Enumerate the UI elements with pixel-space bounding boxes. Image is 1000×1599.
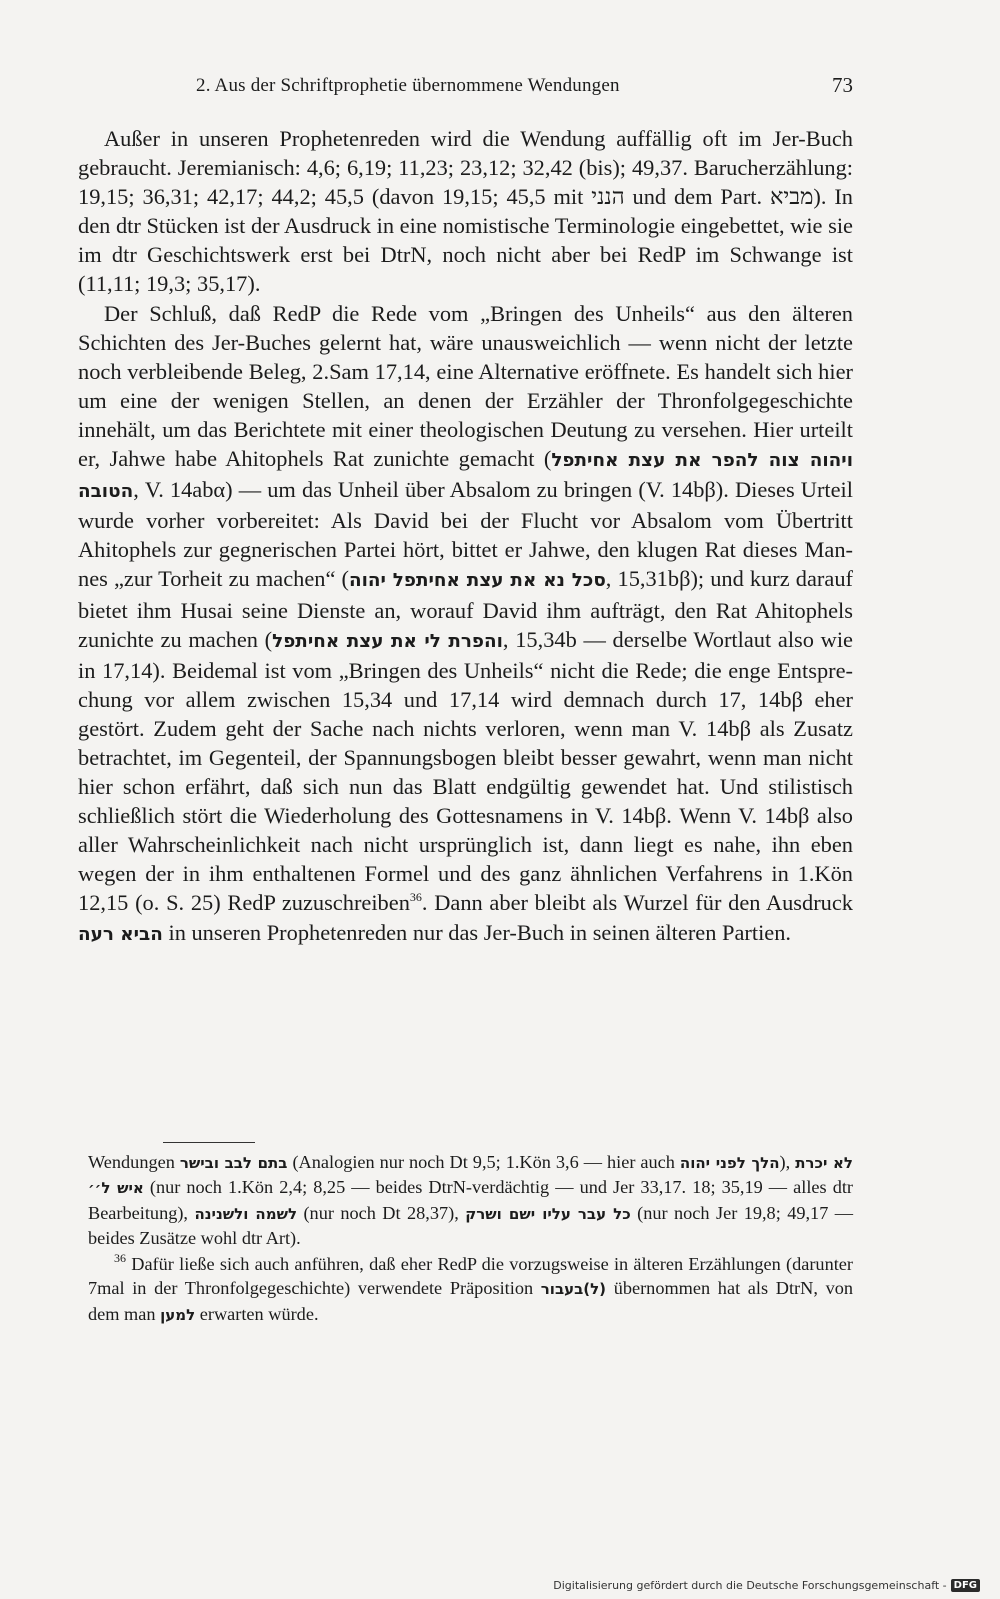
paragraph-2-part-f: in unseren Prophetenreden nur das Jer-Buch in seinen älteren Partien. [162,919,792,945]
footnote-cont-text-c: ), [779,1152,796,1172]
page-number: 73 [832,73,853,97]
footnote-cont-text-b: (Analogien nur noch Dt 9,5; 1.Kön 3,6 — hier auch [287,1152,680,1172]
footnote-continuation [88,1150,853,1250]
footnote-36-number: 36 [114,1251,126,1266]
footnote-36-hebrew-b: למען [160,1305,196,1324]
footnote-36-text-b: übernommen hat als DtrN, von dem man [88,1278,854,1324]
paragraph-2 [78,299,853,949]
footnote-cont-text-a: Wendungen [88,1152,180,1172]
footnote-hebrew-e: כל עבר עליו ישם ושרק [465,1204,631,1223]
digitization-credit [553,1576,980,1594]
footnote-cont-text-d: (nur noch 1.Kön 2,4; 8,25 — beides DtrN-verdächtig — und Jer 33,17. 18; 35,19 — alles dtr Bearbeitung), [88,1177,853,1223]
paragraph-2-part-e: . Dann aber bleibt als Wurzel für den Ausdruck [421,890,853,916]
footnote-cont-text-f: (nur noch Jer 19,8; 49,17 — beides Zusätze wohl dtr Art). [88,1202,854,1248]
hebrew-phrase-2: סכל נא את עצת אחיתפל יהוה [348,570,606,592]
footnote-rule [163,1142,255,1143]
paragraph-2-part-b: , V. 14abα) — um das Unheil über Absalom zu bringen (V. 14bβ). Dieses Urteil wurde vorher vorbereitet: Als David bei der Flucht vor Absalom vom Übertritt Ahitophels zur gegnerischen Partei hört, bittet er Jahwe, den klugen Rat dieses Mannes „zur Torheit zu machen“ ( [78,477,853,592]
footnote-reference[interactable]: 36 [409,889,422,904]
paragraph-2-part-c: , 15,31bβ); und kurz darauf bietet ihm Husai seine Dienste an, worauf David ihm aufträgt, den Rat Ahitophels zunichte zu machen ( [78,566,853,652]
hebrew-phrase-1: ויהוה צוה להפר את עצת אחיתפל הטובה [78,450,854,503]
running-title: 2. Aus der Schriftprophetie übernommene Wendungen [196,75,620,96]
hebrew-phrase-3: והפרת לי את עצת אחיתפל [272,630,503,652]
footnotes [88,1150,853,1327]
paragraph-2-part-d: , 15,34b — derselbe Wortlaut also wie in 17,14). Beidemal ist vom „Bringen des Unheils“ nicht die Rede; die enge Entsprechung vor allem zwischen 15,34 und 17,14 wird demnach durch 17, 14bβ eher gestört. Zudem geht der Sache nach nichts verloren, wenn man V. 14bβ als Zusatz betrachtet, im Gegenteil, der Spannungsbogen bleibt besser gewahrt, wenn man nicht hier schon erfährt, daß sich nun das Blatt endgültig gewendet hat. Und stilistisch schließlich stört die Wiederholung des Gottesnamens in V. 14bβ. Wenn V. 14bβ also aller Wahrscheinlichkeit nach nicht ursprünglich ist, dann liegt es nahe, ihn eben wegen der in ihm enthaltenen Formel und des ganz ähnlichen Verfahrens in 1.Kön 12,15 (o. S. 25) RedP zuzuschreiben [78,626,853,916]
page-header [78,73,853,103]
main-text [78,124,853,949]
footnote-36-text-a: Dafür ließe sich auch anführen, daß eher RedP die vorzugsweise in älteren Erzählungen (darunter 7mal in der Thronfolgegeschichte) verwendete Präposition [88,1254,853,1299]
footnote-36-hebrew-a: (ל)בעבור [540,1280,607,1299]
footnote-36-text-c: erwarten würde. [195,1303,319,1324]
footnote-36 [88,1252,853,1327]
footnote-hebrew-c: לא יכרת איש ל׳׳ [88,1154,854,1198]
footnote-cont-text-e: (nur noch Dt 28,37), [297,1202,466,1223]
paragraph-2-part-a: Der Schluß, daß RedP die Rede vom „Bringen des Unheils“ aus den älteren Schichten des Jer-Buches gelernt hat, wäre unausweichlich — wenn nicht der letzte noch verbleibende Beleg, 2.Sam 17,14, eine Alternative eröffnete. Es handelt sich hier um eine der wenigen Stellen, an denen der Erzähler der Thronfolgegeschichte innehält, um das Berichtete mit einer theologischen Deutung zu versehen. Hier urteilt er, Jahwe habe Ahitophels Rat zunichte gemacht ( [78,300,853,472]
dfg-logo: DFG [951,1579,980,1592]
footnote-hebrew-a: בתם לבב ובישר [179,1154,288,1172]
paragraph-1: Außer in unseren Prophetenreden wird die Wendung auffällig oft im Jer-Buch gebraucht. Jeremianisch: 4,6; 6,19; 11,23; 23,12; 32,42 (bis); 49,37. Barucherzählung: 19,15; 36,31; 42,17; 44,2; 45,5 (davon 19,15; 45,5 mit הנני und dem Part. מביא). In den dtr Stücken ist der Ausdruck in eine nomistische Terminologie eingebettet, wie sie im dtr Geschichtswerk erst bei DtrN, noch nicht aber bei RedP im Schwange ist (11,11; 19,3; 35,17). [78,126,853,297]
credit-text: Digitalisierung gefördert durch die Deutsche Forschungsgemeinschaft - [553,1578,947,1592]
footnote-hebrew-b: הלך לפני יהוה [679,1154,780,1172]
hebrew-phrase-4: הביא רעה [78,923,163,945]
footnote-hebrew-d: לשמה ולשנינה [194,1204,298,1223]
